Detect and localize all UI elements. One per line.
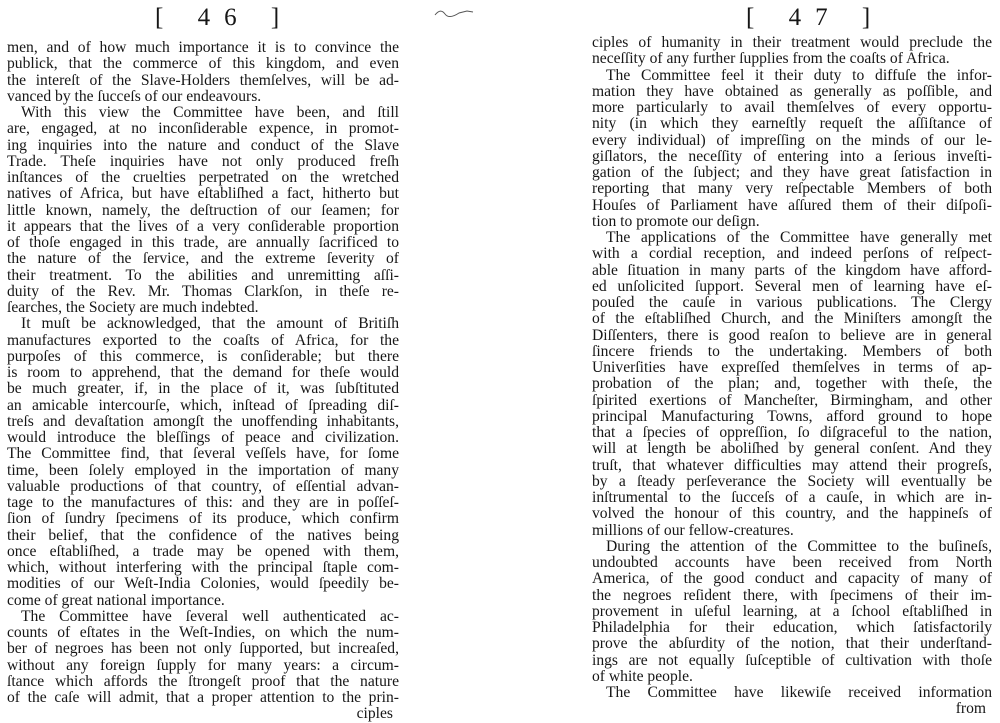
right-page-body: [592, 35, 992, 718]
text-line: The applications of the Committee have generally met: [606, 229, 992, 246]
text-line: their belief, that the confidence of the natives being: [7, 526, 399, 544]
catchword: from: [955, 700, 986, 718]
text-line: are, engaged, at no inconſiderable expence, in promot-: [7, 120, 399, 138]
text-line: would introduce the bleſſings of peace and civilization.: [7, 429, 399, 446]
text-line: provement in uſeful learning, at a ſchool eſtabliſhed in: [592, 602, 992, 620]
text-line: America, of the good conduct and capacity of many of: [592, 570, 992, 588]
text-line: It muſt be acknowledged, that the amount of Britiſh: [21, 315, 399, 333]
text-line: The Committee find, that ſeveral veſſels have, for ſome: [7, 445, 399, 463]
text-line: inſtrumental to the ſucceſs of a cauſe, in which are in-: [592, 489, 992, 506]
text-line: inſtances of the cruelties perpetrated on the wretched: [7, 169, 399, 186]
text-line: mation they have obtained as generally as poſſible, and: [592, 82, 992, 100]
text-line: truſt, that whatever difficulties may attend their progreſs,: [592, 456, 992, 474]
text-line: purpoſes of this commerce, is conſiderable; but there: [7, 347, 399, 365]
text-line: The Committee have likewiſe received information: [606, 684, 992, 701]
page-number-left: [ 46 ]: [155, 4, 294, 31]
text-line: is room to apprehend, that the demand for theſe would: [7, 364, 399, 381]
text-line: Houſes of Parliament have aſſured them of their diſpoſi-: [592, 196, 992, 214]
catchword: ciples: [356, 705, 393, 723]
text-line: principal Manufacturing Towns, afford ground to hope: [592, 407, 992, 425]
text-line: ſion of ſundry ſpecimens of its produce, which confirm: [7, 510, 399, 528]
text-line: natives of Africa, but have eſtabliſhed a fact, hitherto but: [7, 185, 399, 203]
pencil-mark-icon: [433, 6, 479, 20]
text-line: ſpirited exertions of Mancheſter, Birmingham, and other: [592, 391, 992, 409]
text-line: will at length be aboliſhed by general conſent. And they: [592, 440, 992, 458]
text-line: time, been ſolely employed in the importation of many: [7, 461, 399, 479]
text-line: the negroes reſident there, with ſpecimens of their im-: [592, 586, 992, 604]
text-line: ber of negroes has been not only ſupported, but increaſed,: [7, 640, 399, 658]
text-line: undoubted accounts have been received from North: [592, 554, 992, 571]
text-line: manufactures exported to the coaſts of Africa, for the: [7, 331, 399, 349]
text-line: During the attention of the Committee to the buſineſs,: [606, 537, 992, 555]
text-line: vanced by the ſucceſs of our endeavours.: [7, 87, 262, 105]
text-line: probation of the plan; and, together with theſe, the: [592, 375, 992, 393]
text-line: reporting that many very reſpectable Members of both: [592, 180, 992, 198]
text-line: the nature of the ſervice, and the extreme ſeverity of: [7, 250, 399, 268]
text-line: of the eſtabliſhed Church, and the Miniſters amongſt the: [592, 310, 992, 328]
text-line: ings are not equally ſuſceptible of cultivation with thoſe: [592, 651, 992, 669]
text-line: counts of eſtates in the Weſt-Indies, on which the num-: [7, 624, 399, 641]
text-line: be much greater, if, in the place of it, was ſubſtituted: [7, 380, 399, 398]
text-line: tage to the manufactures of this: and they are in poſſeſ-: [7, 494, 399, 511]
text-line: their treatment. To the abilities and unremitting aſſi-: [7, 266, 399, 284]
text-line: of the caſe will admit, that a proper attention to the prin-: [7, 689, 399, 706]
text-line: Trade. Theſe inquiries have not only produced freſh: [7, 152, 399, 170]
right-page: [500, 0, 1000, 718]
left-page-body: [7, 40, 399, 723]
text-line: an amicable intercourſe, which, inſtead of ſpreading diſ-: [7, 396, 399, 414]
text-line: ing inquiries into the nature and conduct of the Slave: [7, 136, 399, 154]
text-line: giſlators, the neceſſity of entering into a ſerious inveſti-: [592, 147, 992, 165]
text-line: pouſed the cauſe in various publications. The Clergy: [592, 294, 992, 311]
text-line: publick, that the commerce of this kingdom, and even: [7, 55, 399, 73]
text-line: which, without interfering with the principal ſtaple com-: [7, 559, 399, 576]
text-line: more particularly to avail themſelves of every opportu-: [592, 99, 992, 116]
text-line: ſearches, the Society are much indebted.: [7, 299, 259, 316]
text-line: of white people.: [592, 667, 693, 685]
text-line: come of great national importance.: [7, 591, 225, 609]
text-line: that a ſpecies of oppreſſion, ſo diſgraceful to the nation,: [592, 424, 992, 441]
text-line: of thoſe engaged in this trade, are annually ſacrificed to: [7, 234, 399, 251]
text-line: The Committee feel it their duty to diffuſe the infor-: [606, 66, 992, 84]
text-line: every individual) of impreſſing on the minds of our le-: [592, 131, 992, 149]
text-line: tion to promote our deſign.: [592, 212, 760, 230]
text-line: valuable productions of that country, of eſſential advan-: [7, 477, 399, 495]
text-line: modities of our Weſt-India Colonies, would ſpeedily be-: [7, 575, 399, 593]
text-line: ciples of humanity in their treatment would preclude the: [592, 34, 992, 51]
text-line: without any foreign ſupply for many years: a circum-: [7, 656, 399, 674]
text-line: by a ſteady perſeverance the Society will eventually be: [592, 472, 992, 490]
text-line: ed unſolicited ſupport. Several men of learning have eſ-: [592, 277, 992, 295]
text-line: once eſtabliſhed, a trade may be opened with them,: [7, 542, 399, 560]
text-line: neceſſity of any further ſupplies from the coaſts of Africa.: [592, 50, 950, 68]
text-line: the intereſt of the Slave-Holders themſelves, will be ad-: [7, 71, 399, 89]
page-number-right: [ 47 ]: [746, 4, 885, 31]
text-line: The Committee have ſeveral well authenticated ac-: [21, 607, 399, 625]
text-line: nity (in which they earneſtly requeſt the aſſiſtance of: [592, 115, 992, 133]
text-line: Philadelphia for their education, which ſatisfactorily: [592, 619, 992, 636]
text-line: duity of the Rev. Mr. Thomas Clarkſon, in theſe re-: [7, 282, 399, 300]
text-line: Diſſenters, there is good reaſon to believe are in general: [592, 326, 992, 344]
text-line: men, and of how much importance it is to convince the: [7, 39, 399, 56]
text-line: little known, namely, the deſtruction of our ſeamen; for: [7, 201, 399, 219]
text-line: ſincere friends to the undertaking. Members of both: [592, 342, 992, 360]
text-line: treſs and devaſtation amongſt the unoffending inhabitants,: [7, 412, 399, 430]
text-line: it appears that the lives of a very conſiderable proportion: [7, 217, 399, 235]
text-line: with a cordial reception, and indeed perſons of reſpect-: [592, 245, 992, 263]
text-line: able ſituation in many parts of the kingdom have afford-: [592, 261, 992, 279]
text-line: millions of our fellow-creatures.: [592, 521, 794, 539]
text-line: Univerſities have expreſſed themſelves in terms of ap-: [592, 359, 992, 376]
text-line: prove the abſurdity of the notion, that their underſtand-: [592, 635, 992, 653]
text-line: ſtance which affords the ſtrongeſt proof that the nature: [7, 672, 399, 690]
text-line: gation of the ſubject; and they have great ſatisfaction in: [592, 164, 992, 181]
text-line: With this view the Committee have been, and ſtill: [21, 104, 399, 121]
text-line: volved the honour of this country, and the happineſs of: [592, 505, 992, 523]
